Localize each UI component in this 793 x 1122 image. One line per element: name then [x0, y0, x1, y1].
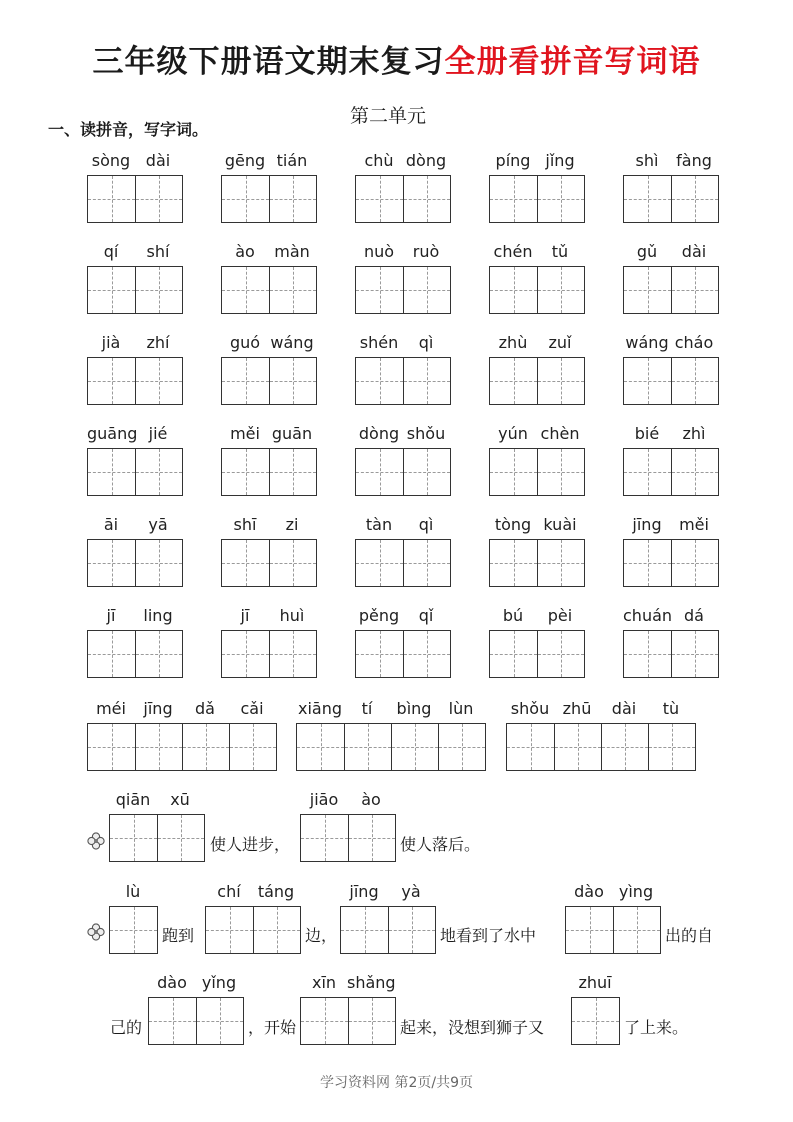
writing-box[interactable]: [221, 357, 317, 405]
word-item: [87, 515, 183, 587]
sentence-text: 地看到了水中: [440, 926, 537, 945]
page-title: [0, 36, 793, 81]
sentence-word-daoying2: [148, 973, 244, 1045]
writing-box[interactable]: [109, 906, 158, 954]
writing-box[interactable]: [221, 175, 317, 223]
pinyin: méi: [96, 699, 126, 718]
writing-box[interactable]: [489, 175, 585, 223]
pinyin: gǔ: [636, 242, 658, 261]
pinyin: bìng: [396, 699, 432, 718]
page-footer: 学习资料网 第2页/共9页: [320, 1075, 473, 1091]
word-item: [355, 242, 451, 314]
word-item: [355, 333, 451, 405]
word-item: [489, 424, 585, 496]
pinyin: wáng: [625, 333, 669, 352]
word-item: [623, 515, 719, 587]
title-main: 三年级下册语文期末复习: [92, 44, 445, 80]
pinyin: qì: [418, 515, 434, 534]
writing-box[interactable]: [355, 175, 451, 223]
writing-box[interactable]: [623, 266, 719, 314]
pinyin: shí: [146, 242, 170, 261]
pinyin: qǐ: [418, 606, 434, 625]
pinyin: jīng: [143, 699, 173, 718]
writing-box[interactable]: [565, 906, 661, 954]
pinyin: pěng: [358, 606, 400, 625]
sentence-word-xinshang: [300, 973, 396, 1045]
pinyin: guāng: [87, 424, 138, 443]
pinyin: jī: [106, 606, 116, 625]
writing-box[interactable]: [87, 357, 183, 405]
pinyin: zi: [285, 515, 299, 534]
pinyin: lù: [125, 882, 141, 901]
sentence-word-jingya: [340, 882, 436, 954]
word-item: [355, 606, 451, 678]
idiom-item: [87, 699, 277, 771]
word-item: [221, 151, 317, 223]
pinyin: chuán: [623, 606, 673, 625]
sentence-text: 出的自: [665, 926, 714, 945]
sentence-word-daoying: [565, 882, 661, 954]
pinyin: ào: [361, 790, 381, 809]
pinyin: qiān: [115, 790, 151, 809]
pinyin: dòng: [358, 424, 400, 443]
writing-box[interactable]: [221, 630, 317, 678]
word-item: [623, 606, 719, 678]
pinyin: ling: [143, 606, 173, 625]
writing-box[interactable]: [355, 448, 451, 496]
pinyin: ào: [235, 242, 255, 261]
word-item: [87, 424, 183, 496]
writing-box[interactable]: [87, 175, 183, 223]
flower-icon: [87, 923, 105, 941]
pinyin: dǎ: [195, 699, 215, 718]
writing-box[interactable]: [340, 906, 436, 954]
pinyin: shén: [359, 333, 399, 352]
pinyin: tián: [276, 151, 308, 170]
pinyin: gēng: [224, 151, 266, 170]
pinyin: jīng: [632, 515, 662, 534]
writing-box[interactable]: [623, 357, 719, 405]
word-item: [489, 606, 585, 678]
writing-box[interactable]: [300, 814, 396, 862]
word-item: [221, 515, 317, 587]
writing-box[interactable]: [623, 175, 719, 223]
pinyin: píng: [495, 151, 531, 170]
pinyin: yā: [148, 515, 168, 534]
writing-box[interactable]: [623, 448, 719, 496]
pinyin: qì: [418, 333, 434, 352]
pinyin: shǒu: [406, 424, 446, 443]
pinyin: xīn: [311, 973, 337, 992]
pinyin: ruò: [412, 242, 440, 261]
word-item: [87, 333, 183, 405]
word-item: [87, 151, 183, 223]
writing-box[interactable]: [571, 997, 620, 1045]
pinyin: fàng: [676, 151, 712, 170]
writing-box[interactable]: [623, 630, 719, 678]
flower-icon: [87, 832, 105, 850]
pinyin: qí: [103, 242, 119, 261]
pinyin: zuǐ: [548, 333, 572, 352]
sentence-text: ，开始: [248, 1018, 297, 1037]
writing-box[interactable]: [87, 266, 183, 314]
word-item: [489, 242, 585, 314]
writing-box[interactable]: [355, 630, 451, 678]
unit-title: 第二单元: [350, 105, 427, 127]
pinyin: zhì: [682, 424, 706, 443]
pinyin: yà: [401, 882, 421, 901]
pinyin: tù: [662, 699, 680, 718]
pinyin: dào: [157, 973, 187, 992]
pinyin: shǎng: [347, 973, 396, 992]
pinyin: shǒu: [510, 699, 550, 718]
pinyin: tòng: [494, 515, 532, 534]
writing-box[interactable]: [489, 448, 585, 496]
writing-box[interactable]: [221, 448, 317, 496]
pinyin: lùn: [448, 699, 474, 718]
pinyin: dòng: [405, 151, 447, 170]
writing-box[interactable]: [506, 723, 696, 771]
writing-box[interactable]: [355, 539, 451, 587]
pinyin: guān: [271, 424, 313, 443]
pinyin: dài: [145, 151, 171, 170]
writing-box[interactable]: [300, 997, 396, 1045]
word-item: [489, 515, 585, 587]
pinyin: yún: [498, 424, 528, 443]
word-item: [355, 515, 451, 587]
writing-box[interactable]: [489, 266, 585, 314]
word-item: [623, 424, 719, 496]
sentence-word-chitang: [205, 882, 301, 954]
pinyin: pèi: [547, 606, 573, 625]
pinyin: jī: [240, 606, 250, 625]
pinyin: chù: [364, 151, 394, 170]
pinyin: yìng: [618, 882, 654, 901]
pinyin: yǐng: [201, 973, 237, 992]
sentence-word-jiaoao: [300, 790, 396, 862]
word-item: [623, 242, 719, 314]
pinyin: chén: [493, 242, 533, 261]
writing-box[interactable]: [221, 539, 317, 587]
pinyin: cǎi: [240, 699, 264, 718]
pinyin: shī: [233, 515, 257, 534]
word-item: [221, 242, 317, 314]
pinyin: wáng: [270, 333, 314, 352]
writing-box[interactable]: [489, 539, 585, 587]
writing-box[interactable]: [87, 539, 183, 587]
pinyin: dào: [574, 882, 604, 901]
writing-box[interactable]: [355, 266, 451, 314]
pinyin: zhuī: [578, 973, 612, 992]
word-item: [355, 424, 451, 496]
writing-box[interactable]: [205, 906, 301, 954]
sentence-text: 使人进步，: [210, 835, 291, 854]
idiom-item: [506, 699, 696, 771]
pinyin: jǐng: [545, 151, 575, 170]
writing-box[interactable]: [489, 357, 585, 405]
sentence-word-qianxu: [109, 790, 205, 862]
pinyin: dài: [611, 699, 637, 718]
word-item: [623, 333, 719, 405]
pinyin: zhù: [498, 333, 528, 352]
pinyin: xiāng: [297, 699, 342, 718]
pinyin: jià: [101, 333, 121, 352]
pinyin: tàn: [365, 515, 393, 534]
pinyin: chí: [217, 882, 241, 901]
writing-box[interactable]: [109, 814, 205, 862]
sentence-word-zhui: [571, 973, 620, 1045]
pinyin: zhí: [146, 333, 170, 352]
sentence-word-lu: [109, 882, 158, 954]
sentence-text: 起来，没想到狮子又: [400, 1018, 545, 1037]
pinyin: bié: [634, 424, 660, 443]
writing-box[interactable]: [148, 997, 244, 1045]
writing-box[interactable]: [87, 723, 277, 771]
sentence-text: 跑到: [162, 926, 195, 945]
pinyin: tǔ: [551, 242, 569, 261]
writing-box[interactable]: [296, 723, 486, 771]
pinyin: chèn: [540, 424, 580, 443]
writing-box[interactable]: [355, 357, 451, 405]
word-item: [489, 333, 585, 405]
writing-box[interactable]: [623, 539, 719, 587]
title-highlight: 全册看拼音写词语: [444, 44, 701, 80]
sentence-text: 己的: [110, 1018, 143, 1037]
pinyin: huì: [279, 606, 305, 625]
word-item: [87, 242, 183, 314]
pinyin: sòng: [91, 151, 131, 170]
word-item: [87, 606, 183, 678]
pinyin: jiāo: [309, 790, 339, 809]
pinyin: màn: [274, 242, 310, 261]
writing-box[interactable]: [489, 630, 585, 678]
pinyin: tí: [361, 699, 373, 718]
word-item: [623, 151, 719, 223]
pinyin: cháo: [674, 333, 714, 352]
pinyin: xū: [170, 790, 190, 809]
pinyin: guó: [229, 333, 261, 352]
pinyin: měi: [679, 515, 709, 534]
sentence-text: 使人落后。: [400, 835, 481, 854]
pinyin: táng: [257, 882, 295, 901]
writing-box[interactable]: [87, 630, 183, 678]
pinyin: měi: [230, 424, 260, 443]
pinyin: bú: [502, 606, 524, 625]
pinyin: āi: [103, 515, 119, 534]
pinyin: kuài: [543, 515, 577, 534]
sentence-text: 了上来。: [624, 1018, 689, 1037]
word-item: [489, 151, 585, 223]
word-item: [221, 333, 317, 405]
section-heading: 一、读拼音，写字词。: [48, 120, 209, 139]
word-item: [221, 424, 317, 496]
idiom-item: [296, 699, 486, 771]
word-item: [221, 606, 317, 678]
pinyin: jīng: [349, 882, 379, 901]
pinyin: shì: [635, 151, 659, 170]
pinyin: dài: [681, 242, 707, 261]
pinyin: zhū: [562, 699, 592, 718]
pinyin: dá: [684, 606, 704, 625]
sentence-text: 边，: [305, 926, 338, 945]
writing-box[interactable]: [87, 448, 183, 496]
pinyin: jié: [148, 424, 168, 443]
pinyin: nuò: [363, 242, 395, 261]
word-item: [355, 151, 451, 223]
writing-box[interactable]: [221, 266, 317, 314]
